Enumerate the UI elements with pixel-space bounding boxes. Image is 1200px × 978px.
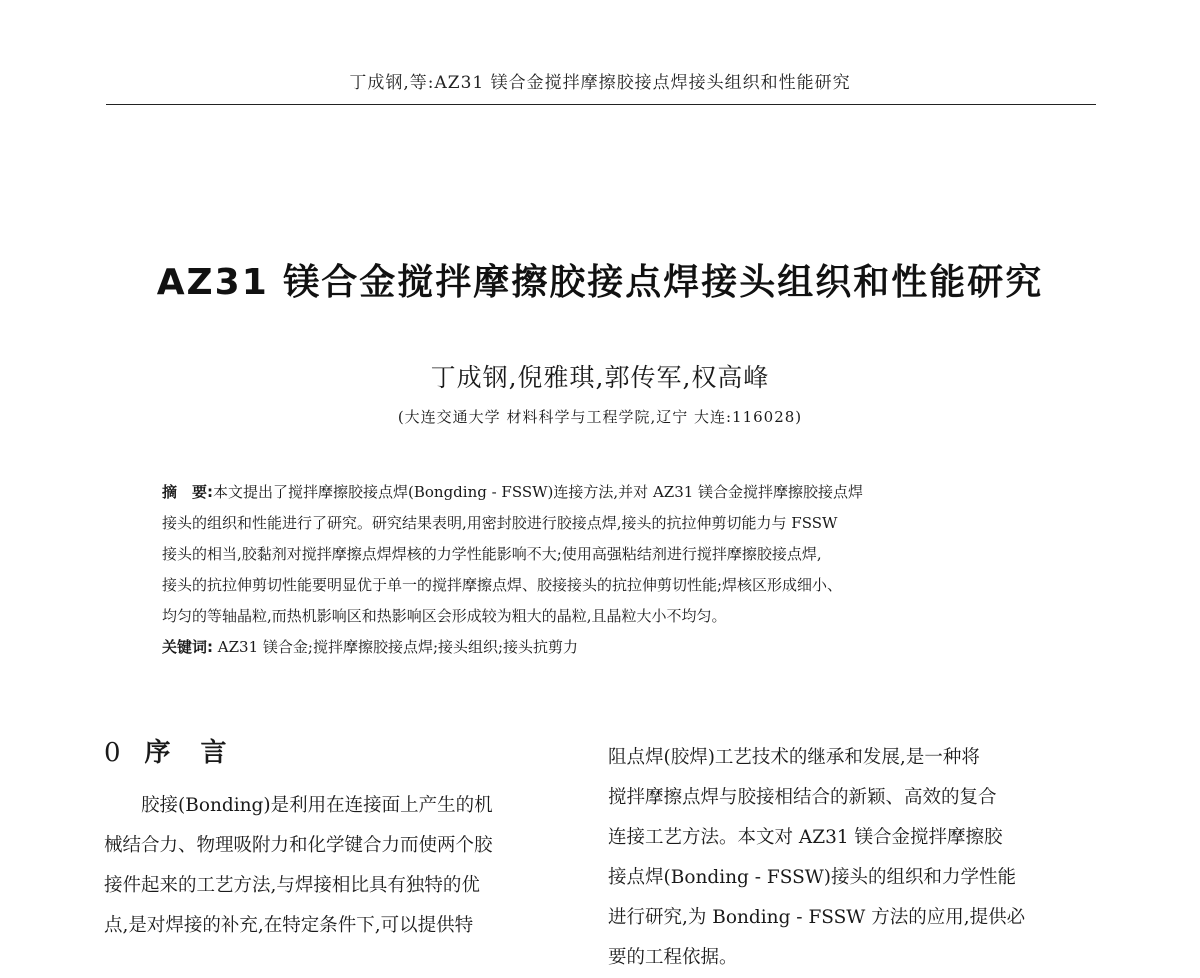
body-line: 阻点焊(胶焊)工艺技术的继承和发展,是一种将 xyxy=(608,747,980,768)
body-line: 要的工程依据。 xyxy=(608,947,738,968)
abstract-line: 接头的抗拉伸剪切性能要明显优于单一的搅拌摩擦点焊、胶接接头的抗拉伸剪切性能;焊核区形成细小、 xyxy=(162,576,843,594)
author-list: 丁成钢,倪雅琪,郭传军,权高峰 xyxy=(430,363,770,392)
affiliation: (大连交通大学 材料科学与工程学院,辽宁 大连:116028) xyxy=(397,408,803,426)
right-column xyxy=(608,738,1086,978)
body-line: 进行研究,为 Bonding - FSSW 方法的应用,提供必 xyxy=(608,907,1026,928)
paper-title: AZ31 镁合金搅拌摩擦胶接点焊接头组织和性能研究 xyxy=(156,262,1044,303)
section-title: 序 言 xyxy=(144,738,229,768)
body-line: 胶接(Bonding)是利用在连接面上产生的机 xyxy=(104,795,493,816)
abstract-line: 均匀的等轴晶粒,而热机影响区和热影响区会形成较为粗大的晶粒,且晶粒大小不均匀。 xyxy=(162,607,727,625)
abstract-text: 本文提出了搅拌摩擦胶接点焊(Bongding - FSSW)连接方法,并对 AZ31 镁合金搅拌摩擦胶接点焊 xyxy=(213,483,864,501)
body-line: 点,是对焊接的补充,在特定条件下,可以提供特 xyxy=(104,915,474,936)
header-rule xyxy=(106,104,1096,105)
keywords-text: AZ31 镁合金;搅拌摩擦胶接点焊;接头组织;接头抗剪力 xyxy=(217,638,579,656)
abstract-line: 接头的相当,胶黏剂对搅拌摩擦点焊焊核的力学性能影响不大;使用高强粘结剂进行搅拌摩擦胶接点焊, xyxy=(162,545,822,563)
keywords-line xyxy=(162,632,1042,663)
left-column xyxy=(104,786,582,946)
section-heading xyxy=(104,732,229,769)
body-line: 搅拌摩擦点焊与胶接相结合的新颖、高效的复合 xyxy=(608,787,997,808)
body-line: 接件起来的工艺方法,与焊接相比具有独特的优 xyxy=(104,875,480,896)
body-line: 连接工艺方法。本文对 AZ31 镁合金搅拌摩擦胶 xyxy=(608,827,1003,848)
running-header: 丁成钢,等:AZ31 镁合金搅拌摩擦胶接点焊接头组织和性能研究 xyxy=(349,73,851,93)
abstract-label: 摘 要: xyxy=(162,483,213,501)
keywords-label: 关键词: xyxy=(162,638,213,656)
body-line: 械结合力、物理吸附力和化学键合力而使两个胶 xyxy=(104,835,493,856)
abstract-line xyxy=(162,477,1042,508)
section-number: 0 xyxy=(104,738,123,768)
abstract-line: 接头的组织和性能进行了研究。研究结果表明,用密封胶进行胶接点焊,接头的抗拉伸剪切能力与 FSSW xyxy=(162,514,838,532)
body-line: 接点焊(Bonding - FSSW)接头的组织和力学性能 xyxy=(608,867,1016,888)
abstract xyxy=(162,477,1042,663)
